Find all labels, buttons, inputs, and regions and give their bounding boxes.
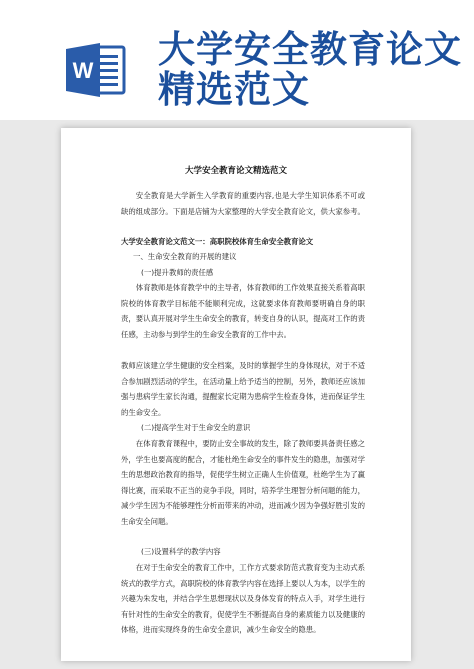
word-document-icon — [66, 41, 128, 99]
subheading-student-awareness: (二)提高学生对于生命安全的意识 — [141, 423, 251, 432]
banner-title-line-2: 精选范文 — [158, 68, 310, 111]
subheading-teaching-content: (三)设置科学的教学内容 — [141, 547, 221, 556]
document-page — [61, 128, 411, 661]
paragraph-teacher-role: 体育教师是体育教学中的主导者，体育教师的工作效果直接关系着高职院校的体育教学目标能不能顺利完成，这就要求体育教师要明确自身的职责，要认真开展对学生生命安全的教育，转变自身的认识，提高对工作的责任感，主动参与到学生的生命安全教育的工作中去。 — [121, 283, 365, 339]
paragraph-intro: 安全教育是大学新生入学教育的重要内容,也是大学生知识体系不可或缺的组成部分。下面是店铺为大家整理的大学安全教育论文，供大家参考。 — [121, 191, 365, 216]
paragraph-health-records: 教师应该建立学生健康的安全档案，及时的掌握学生的身体现状，对于不适合参加剧烈活动的学生，在活动量上给予适当的控制，另外，教师还应该加强与患病学生家长沟通，提醒家长定期为患病学生检查身体，进而保证学生的生命安全。 — [121, 361, 365, 417]
banner — [0, 0, 474, 120]
subheading-teacher-responsibility: (一)提升教师的责任感 — [141, 268, 214, 277]
subheading-suggestions: 一、生命安全教育的开展的建议 — [133, 252, 237, 261]
banner-title-line-1: 大学安全教育论文 — [158, 28, 462, 71]
paragraph-teaching-method: 在对于生命安全的教育工作中，工作方式要求防范式教育变为主动式系统式的教学方式，高职院校的体育教学内容在选择上要以人为本，以学生的兴趣为朱发电，并结合学生思想现状以及身体发育的特点入手，对学生进行有针对性的生命安全的教育，促使学生不断提高自身的素质能力以及健康的体格，进而实现终身的生命安全意识，减少生命安全的隐患。 — [121, 563, 365, 634]
document-title: 大学安全教育论文精选范文 — [184, 166, 287, 176]
paragraph-student-cooperation: 在体育教育课程中，要防止安全事故的发生，除了教师要具备责任感之外，学生也要高度的配合，才能杜绝生命安全的事件发生的隐患，加强对学生的思想政治教育的指导，促使学生树立正确人生价值观，杜绝学生为了赢得比赛，而采取不正当的竞争手段，同时，培养学生理智分析问题的能力，减少学生因为不能够理性分析而带来的冲动，进而减少因为争强好胜引发的生命安全问题。 — [121, 439, 365, 526]
section-heading: 大学安全教育论文范文一：高职院校体育生命安全教育论文 — [121, 237, 314, 246]
word-icon-letter: W — [72, 58, 94, 83]
